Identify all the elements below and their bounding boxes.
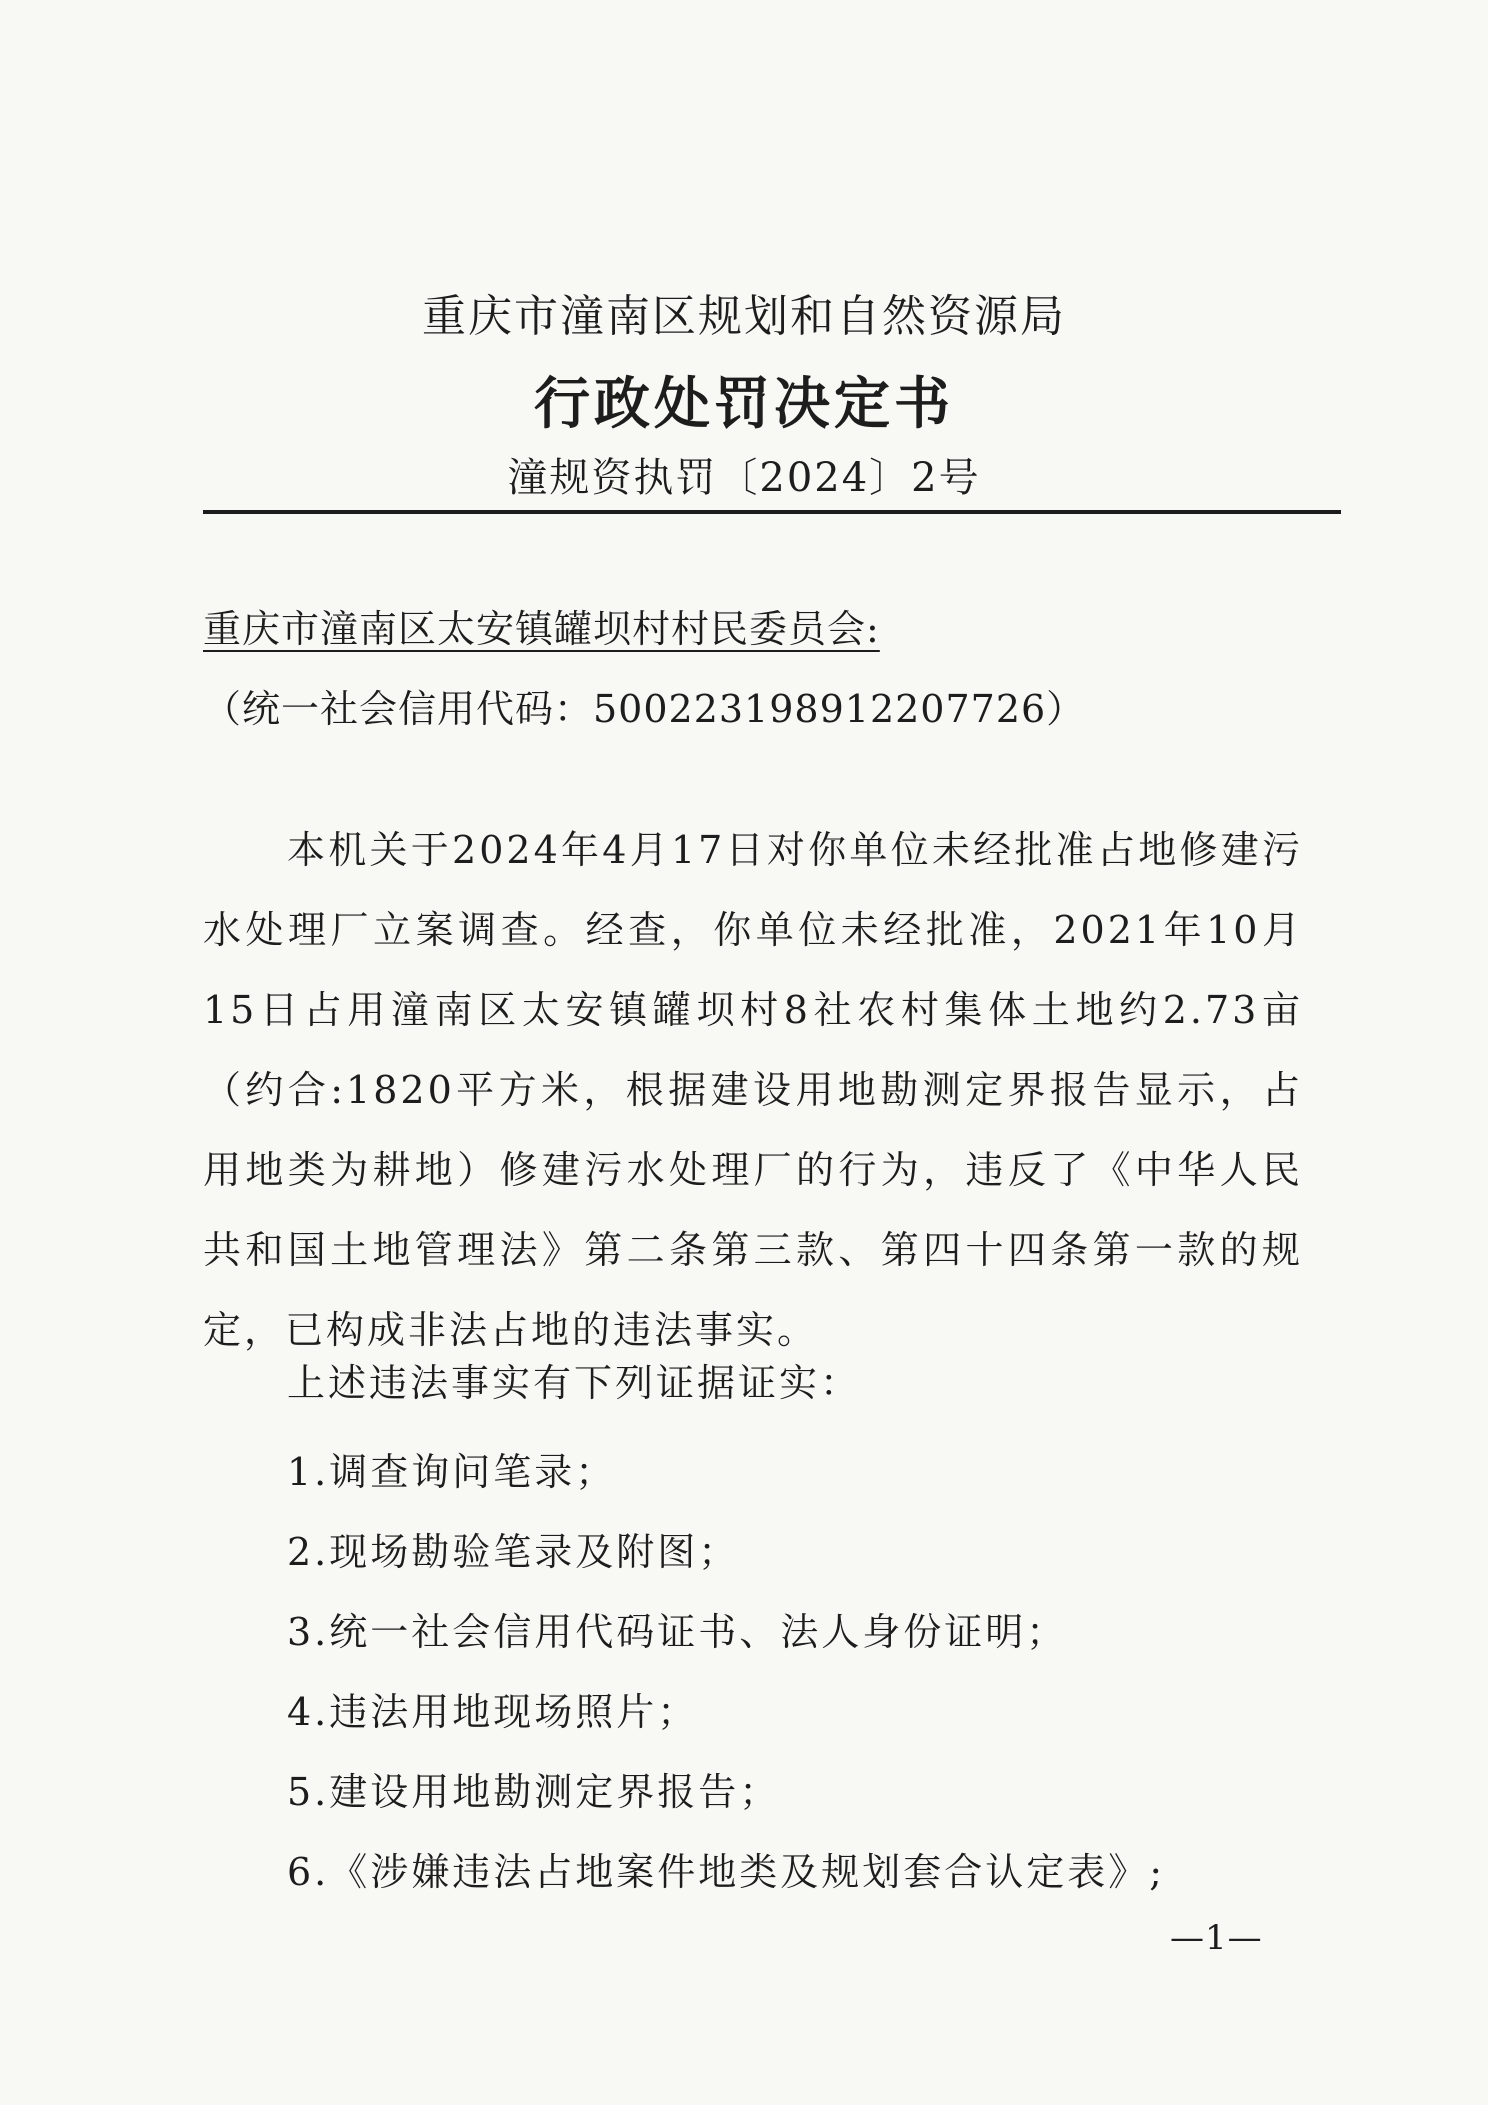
issuing-organization: 重庆市潼南区规划和自然资源局 <box>422 291 1066 342</box>
page-number: —1— <box>1170 1918 1263 1958</box>
evidence-item: 4.违法用地现场照片； <box>287 1690 699 1734</box>
recipient-name: 重庆市潼南区太安镇罐坝村村民委员会: <box>203 607 880 651</box>
evidence-item: 1.调查询问笔录； <box>287 1450 617 1494</box>
evidence-list <box>287 1432 1165 1912</box>
document-number: 潼规资执罚〔2024〕2号 <box>507 455 981 501</box>
evidence-item: 2.现场勘验笔录及附图； <box>287 1530 740 1574</box>
recipient-credit-code: （统一社会信用代码：500223198912207726） <box>203 687 1086 731</box>
evidence-item: 5.建设用地勘测定界报告； <box>287 1770 781 1814</box>
case-facts-paragraph: 本机关于2024年4月17日对你单位未经批准占地修建污水处理厂立案调查。经查，你单位未经批准，2021年10月15日占用潼南区太安镇罐坝村8社农村集体土地约2.73亩（约合:1820平方米，根据建设用地勘测定界报告显示，占用地类为耕地）修建污水处理厂的行为，违反了《中华人民共和国土地管理法》第二条第三款、第四十四条第一款的规定，已构成非法占地的违法事实。 <box>203 828 1303 1352</box>
evidence-intro: 上述违法事实有下列证据证实： <box>287 1361 862 1405</box>
evidence-item: 3.统一社会信用代码证书、法人身份证明； <box>287 1610 1068 1654</box>
header-divider <box>203 510 1341 514</box>
evidence-item: 6.《涉嫌违法占地案件地类及规划套合认定表》; <box>287 1850 1166 1894</box>
document-title: 行政处罚决定书 <box>534 371 954 437</box>
